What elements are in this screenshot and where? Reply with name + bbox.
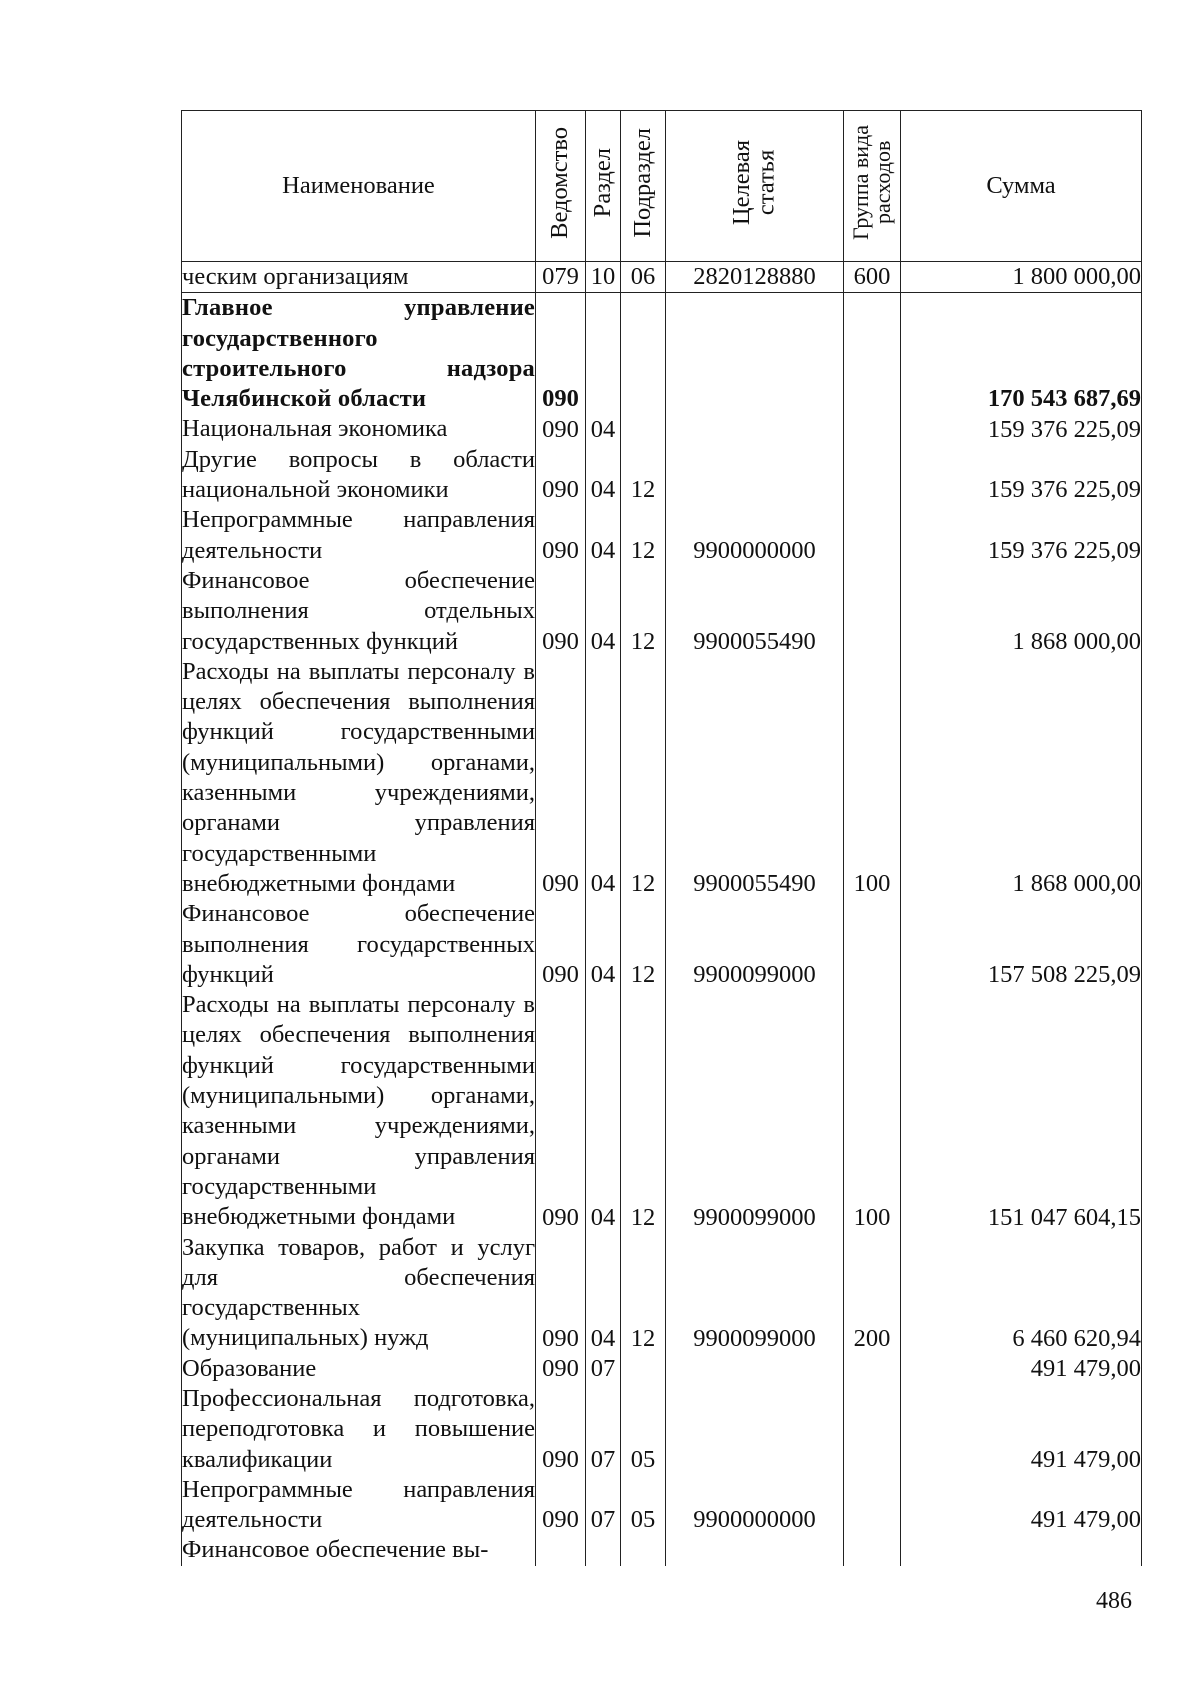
row-tselevaya-statya-cell: 9900099000 xyxy=(666,899,844,990)
row-gruppa-cell xyxy=(844,899,901,990)
row-name-cell: Финансовое обеспечение выполнения государственных функций xyxy=(182,899,536,990)
row-vedomstvo-cell: 090 xyxy=(536,1475,586,1536)
row-tselevaya-statya-cell xyxy=(666,1535,844,1565)
table-row xyxy=(182,899,1142,990)
header-gruppa-vida-rashodov: Группа вида расходов xyxy=(844,111,901,262)
row-summa-cell: 491 479,00 xyxy=(901,1354,1142,1384)
row-tselevaya-statya-cell: 9900000000 xyxy=(666,505,844,566)
row-name-cell: Другие вопросы в области национальной экономики xyxy=(182,445,536,506)
row-gruppa-cell xyxy=(844,1354,901,1384)
table-row xyxy=(182,566,1142,657)
row-razdel-cell: 04 xyxy=(586,505,621,566)
header-vedomstvo: Ведомство xyxy=(536,111,586,262)
row-summa-cell: 1 868 000,00 xyxy=(901,566,1142,657)
row-podrazdel-cell xyxy=(621,293,666,415)
row-tselevaya-statya-cell: 9900000000 xyxy=(666,1475,844,1536)
row-vedomstvo-cell xyxy=(536,1535,586,1565)
row-summa-cell: 159 376 225,09 xyxy=(901,505,1142,566)
row-gruppa-cell xyxy=(844,1384,901,1475)
row-tselevaya-statya-cell: 9900099000 xyxy=(666,1233,844,1354)
row-summa-cell: 157 508 225,09 xyxy=(901,899,1142,990)
row-tselevaya-statya-cell xyxy=(666,293,844,415)
table-row xyxy=(182,262,1142,293)
row-razdel-cell xyxy=(586,293,621,415)
row-vedomstvo-cell: 090 xyxy=(536,566,586,657)
row-tselevaya-statya-cell: 9900055490 xyxy=(666,657,844,899)
row-summa-cell: 159 376 225,09 xyxy=(901,445,1142,506)
row-podrazdel-cell: 05 xyxy=(621,1384,666,1475)
row-gruppa-cell xyxy=(844,414,901,444)
header-podrazdel: Подраздел xyxy=(621,111,666,262)
row-name-cell: ческим организациям xyxy=(182,262,536,293)
row-name-cell: Расходы на выплаты персоналу в целях обеспечения выполнения функций государственными (муниципальными) органами, казенными учреждениями, органами управления государственными внебюджетными фондами xyxy=(182,657,536,899)
table-row xyxy=(182,293,1142,415)
row-gruppa-cell xyxy=(844,566,901,657)
row-vedomstvo-cell: 090 xyxy=(536,1233,586,1354)
row-name-cell: Финансовое обеспечение вы- xyxy=(182,1535,536,1565)
row-vedomstvo-cell: 090 xyxy=(536,899,586,990)
header-razdel: Раздел xyxy=(586,111,621,262)
table-row xyxy=(182,1535,1142,1565)
row-podrazdel-cell xyxy=(621,1535,666,1565)
row-summa-cell: 151 047 604,15 xyxy=(901,990,1142,1232)
row-razdel-cell: 04 xyxy=(586,414,621,444)
row-summa-cell: 491 479,00 xyxy=(901,1475,1142,1536)
row-podrazdel-cell: 12 xyxy=(621,445,666,506)
row-summa-cell xyxy=(901,1535,1142,1565)
row-name-cell: Закупка товаров, работ и услуг для обеспечения государственных (муниципальных) нужд xyxy=(182,1233,536,1354)
table-row xyxy=(182,414,1142,444)
row-gruppa-cell: 100 xyxy=(844,990,901,1232)
row-name-cell: Финансовое обеспечение выполнения отдельных государственных функций xyxy=(182,566,536,657)
row-tselevaya-statya-cell: 9900055490 xyxy=(666,566,844,657)
row-gruppa-cell: 200 xyxy=(844,1233,901,1354)
row-podrazdel-cell: 06 xyxy=(621,262,666,293)
row-gruppa-cell xyxy=(844,445,901,506)
row-tselevaya-statya-cell: 9900099000 xyxy=(666,990,844,1232)
row-tselevaya-statya-cell xyxy=(666,1354,844,1384)
row-podrazdel-cell: 12 xyxy=(621,1233,666,1354)
row-gruppa-cell xyxy=(844,1475,901,1536)
row-name-cell: Непрограммные направления деятельности xyxy=(182,505,536,566)
row-summa-cell: 6 460 620,94 xyxy=(901,1233,1142,1354)
header-tselevaya-statya: Целевая статья xyxy=(666,111,844,262)
row-vedomstvo-cell: 090 xyxy=(536,1384,586,1475)
row-name-cell: Расходы на выплаты персоналу в целях обеспечения выполнения функций государственными (муниципальными) органами, казенными учреждениями, органами управления государственными внебюджетными фондами xyxy=(182,990,536,1232)
row-vedomstvo-cell: 090 xyxy=(536,990,586,1232)
row-name-cell: Национальная экономика xyxy=(182,414,536,444)
row-summa-cell: 1 800 000,00 xyxy=(901,262,1142,293)
row-name-cell: Непрограммные направления деятельности xyxy=(182,1475,536,1536)
row-summa-cell: 491 479,00 xyxy=(901,1384,1142,1475)
row-vedomstvo-cell: 090 xyxy=(536,445,586,506)
row-razdel-cell: 07 xyxy=(586,1475,621,1536)
row-vedomstvo-cell: 090 xyxy=(536,505,586,566)
row-vedomstvo-cell: 090 xyxy=(536,414,586,444)
row-summa-cell: 170 543 687,69 xyxy=(901,293,1142,415)
row-tselevaya-statya-cell xyxy=(666,1384,844,1475)
row-gruppa-cell xyxy=(844,505,901,566)
row-vedomstvo-cell: 079 xyxy=(536,262,586,293)
row-summa-cell: 159 376 225,09 xyxy=(901,414,1142,444)
row-name-cell: Профессиональная подготовка, переподготовка и повышение квалификации xyxy=(182,1384,536,1475)
row-razdel-cell: 04 xyxy=(586,566,621,657)
table-row xyxy=(182,505,1142,566)
row-name-cell: Образование xyxy=(182,1354,536,1384)
row-name-cell: Главное управление государственного строительного надзора Челябинской области xyxy=(182,293,536,415)
row-razdel-cell: 04 xyxy=(586,990,621,1232)
row-razdel-cell xyxy=(586,1535,621,1565)
row-vedomstvo-cell: 090 xyxy=(536,1354,586,1384)
row-podrazdel-cell xyxy=(621,414,666,444)
row-tselevaya-statya-cell xyxy=(666,414,844,444)
table-row xyxy=(182,657,1142,899)
budget-table xyxy=(181,110,1142,1566)
row-podrazdel-cell: 05 xyxy=(621,1475,666,1536)
row-razdel-cell: 07 xyxy=(586,1384,621,1475)
table-row xyxy=(182,445,1142,506)
table-row xyxy=(182,1233,1142,1354)
row-tselevaya-statya-cell: 2820128880 xyxy=(666,262,844,293)
table-row xyxy=(182,1354,1142,1384)
row-razdel-cell: 04 xyxy=(586,445,621,506)
row-razdel-cell: 04 xyxy=(586,899,621,990)
row-podrazdel-cell: 12 xyxy=(621,990,666,1232)
row-vedomstvo-cell: 090 xyxy=(536,657,586,899)
row-vedomstvo-cell: 090 xyxy=(536,293,586,415)
header-name: Наименование xyxy=(182,111,536,262)
table-row xyxy=(182,990,1142,1232)
row-podrazdel-cell xyxy=(621,1354,666,1384)
row-gruppa-cell xyxy=(844,293,901,415)
row-podrazdel-cell: 12 xyxy=(621,657,666,899)
row-summa-cell: 1 868 000,00 xyxy=(901,657,1142,899)
row-podrazdel-cell: 12 xyxy=(621,899,666,990)
table-header-row xyxy=(182,111,1142,262)
table-row xyxy=(182,1384,1142,1475)
row-razdel-cell: 04 xyxy=(586,657,621,899)
row-razdel-cell: 10 xyxy=(586,262,621,293)
row-razdel-cell: 04 xyxy=(586,1233,621,1354)
page-number: 486 xyxy=(1096,1588,1132,1614)
row-razdel-cell: 07 xyxy=(586,1354,621,1384)
row-tselevaya-statya-cell xyxy=(666,445,844,506)
row-podrazdel-cell: 12 xyxy=(621,505,666,566)
header-summa: Сумма xyxy=(901,111,1142,262)
row-gruppa-cell: 100 xyxy=(844,657,901,899)
row-gruppa-cell xyxy=(844,1535,901,1565)
row-podrazdel-cell: 12 xyxy=(621,566,666,657)
table-row xyxy=(182,1475,1142,1536)
row-gruppa-cell: 600 xyxy=(844,262,901,293)
table-body xyxy=(182,262,1142,1566)
